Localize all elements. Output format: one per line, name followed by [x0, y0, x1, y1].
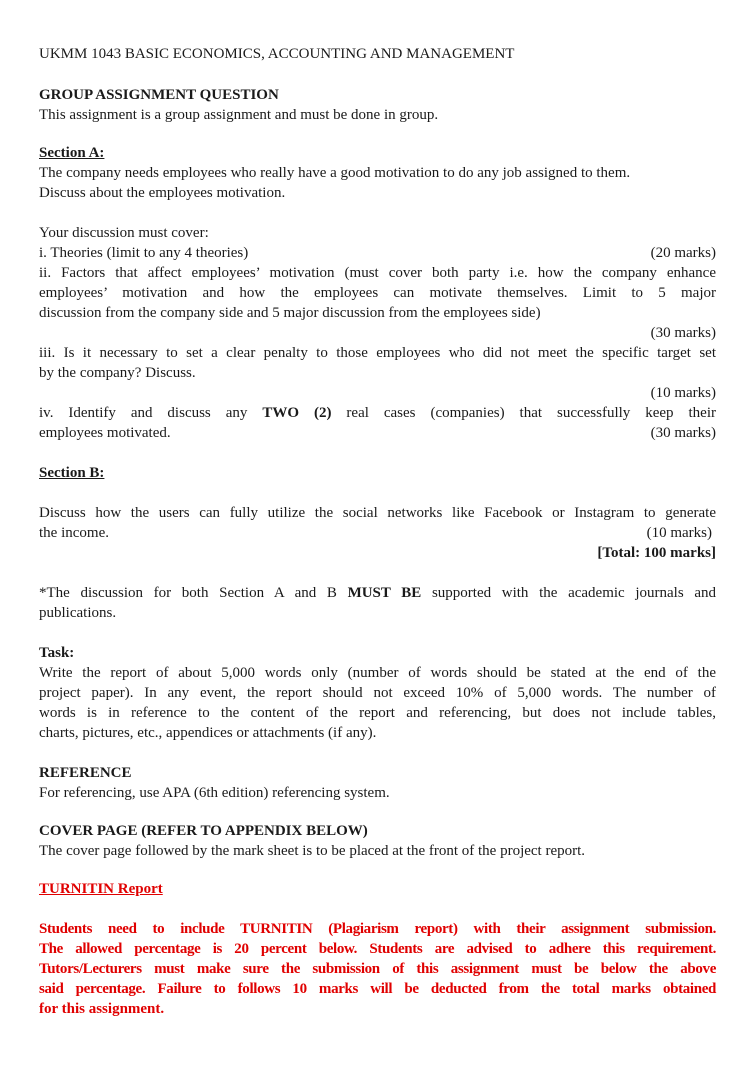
- section-a-prompt-2: Discuss about the employees motivation.: [39, 185, 286, 201]
- turnitin-line-1: Students need to include TURNITIN (Plagiarism report) with their assignment submission.: [39, 921, 716, 937]
- note-pre: *The discussion for both Section A and B: [39, 585, 348, 601]
- task-line-1: Write the report of about 5,000 words only (number of words should be stated at the end of the: [39, 665, 716, 681]
- item-4-line-2: [39, 423, 716, 443]
- item-2-line-1: ii. Factors that affect employees’ motivation (must cover both party i.e. how the company enhance: [39, 265, 716, 281]
- assignment-heading: GROUP ASSIGNMENT QUESTION: [39, 87, 279, 103]
- item-2-marks: (30 marks): [650, 325, 716, 341]
- item-4-line-2-text: employees motivated.: [39, 425, 171, 441]
- item-4-post: real cases (companies) that successfully keep their: [331, 405, 716, 421]
- note-post: supported with the academic journals and: [421, 585, 716, 601]
- cover-page-heading: COVER PAGE (REFER TO APPENDIX BELOW): [39, 823, 368, 839]
- task-line-4: charts, pictures, etc., appendices or attachments (if any).: [39, 725, 377, 741]
- item-3-marks: (10 marks): [650, 385, 716, 401]
- item-4-bold: TWO (2): [262, 405, 332, 421]
- course-title: UKMM 1043 BASIC ECONOMICS, ACCOUNTING AND MANAGEMENT: [39, 46, 515, 62]
- document-page: [39, 44, 716, 1019]
- cover-page-text: The cover page followed by the mark sheet is to be placed at the front of the project report.: [39, 843, 586, 859]
- reference-text: For referencing, use APA (6th edition) referencing system.: [39, 785, 390, 801]
- item-2-line-2: employees’ motivation and how the employees can motivate themselves. Limit to 5 major: [39, 285, 716, 301]
- task-line-2: project paper). In any event, the report should not exceed 10% of 5,000 words. The number of: [39, 685, 716, 701]
- section-b-prompt-2: the income.: [39, 525, 109, 541]
- section-b-marks: (10 marks): [646, 525, 712, 541]
- item-4-line-1: [39, 403, 716, 423]
- turnitin-line-3: Tutors/Lecturers must make sure the submission of this assignment must be below the above: [39, 961, 716, 977]
- item-1: [39, 243, 716, 263]
- turnitin-heading: TURNITIN Report: [39, 881, 163, 897]
- turnitin-line-5: for this assignment.: [39, 1001, 165, 1017]
- section-a-prompt-1: The company needs employees who really have a good motivation to do any job assigned to them.: [39, 165, 631, 181]
- item-1-text: i. Theories (limit to any 4 theories): [39, 245, 249, 261]
- discussion-cover-intro: Your discussion must cover:: [39, 225, 209, 241]
- task-heading: Task:: [39, 645, 75, 661]
- task-line-3: words is in reference to the content of the report and referencing, but does not include tables,: [39, 705, 716, 721]
- item-2-line-3: discussion from the company side and 5 major discussion from the employees side): [39, 305, 541, 321]
- item-3-line-2: by the company? Discuss.: [39, 365, 196, 381]
- item-3-line-1: iii. Is it necessary to set a clear penalty to those employees who did not meet the specific target set: [39, 345, 716, 361]
- note-line-2: publications.: [39, 605, 117, 621]
- turnitin-line-2: The allowed percentage is 20 percent below. Students are advised to adhere this requirement.: [39, 941, 716, 957]
- section-b-heading: Section B:: [39, 465, 105, 481]
- reference-heading: REFERENCE: [39, 765, 132, 781]
- section-a-heading: Section A:: [39, 145, 105, 161]
- total-marks: [Total: 100 marks]: [597, 545, 716, 561]
- turnitin-line-4: said percentage. Failure to follows 10 marks will be deducted from the total marks obtained: [39, 981, 716, 997]
- section-b-prompt-1: Discuss how the users can fully utilize the social networks like Facebook or Instagram to generate: [39, 505, 716, 521]
- assignment-intro: This assignment is a group assignment and must be done in group.: [39, 107, 439, 123]
- note-line-1: [39, 583, 716, 603]
- note-bold: MUST BE: [347, 585, 422, 601]
- section-b-prompt-2-row: [39, 523, 716, 543]
- item-4-pre: iv. Identify and discuss any: [39, 405, 263, 421]
- item-4-marks: (30 marks): [650, 425, 716, 441]
- item-1-marks: (20 marks): [650, 245, 716, 261]
